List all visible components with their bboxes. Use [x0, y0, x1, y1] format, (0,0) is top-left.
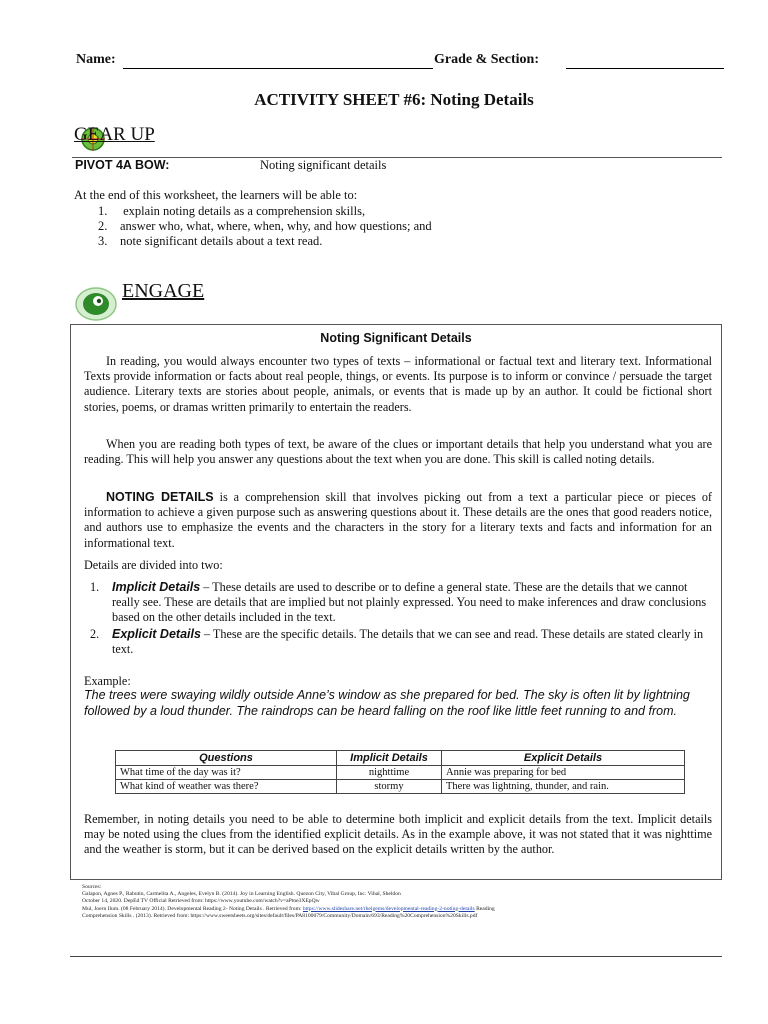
source-item: Galapon, Agnes P., Rabutin, Carmelita A., Angeles, Evelyn B. (2014). Joy in Learning English. Quezon City, Vibal Group, Inc. Vibal, Sheldon: [82, 891, 401, 898]
table-cell: What kind of weather was there?: [116, 780, 337, 794]
paragraph: Remember, in noting details you need to be able to determine both implicit and explicit details from the text. Implicit details may be noted using the clues from the identified explicit details. As in the example above, it was not stated that it was nighttime and the weather is storm, but it can be derived based on the explicit details written by the author.: [84, 812, 712, 857]
table-header: Questions: [116, 751, 337, 766]
table-header: Implicit Details: [337, 751, 442, 766]
table-header: Explicit Details: [442, 751, 685, 766]
table-cell: There was lightning, thunder, and rain.: [442, 780, 685, 794]
divided-intro: Details are divided into two:: [84, 558, 223, 572]
grade-section-label: Grade & Section:: [434, 52, 539, 67]
objectives-intro: At the end of this worksheet, the learners will be able to:: [74, 188, 358, 202]
page-title: ACTIVITY SHEET #6: Noting Details: [254, 90, 534, 109]
engage-icon: [74, 286, 118, 322]
gear-up-heading: GEAR UP: [74, 124, 155, 145]
table-cell: stormy: [337, 780, 442, 794]
table-cell: Annie was preparing for bed: [442, 766, 685, 780]
example-text: The trees were swaying wildly outside Anne’s window as she prepared for bed. The sky is often lit by lightning followed by a loud thunder. The raindrops can be heard falling on the roof like little feet running to and from.: [84, 688, 690, 718]
list-item: 1. Implicit Details – These details are used to describe or to define a general state. These are the details that we cannot really see. These are details that are implied but not plainly expressed. You need to make inferences and draw conclusions based on the other details included in the text.: [90, 580, 707, 625]
lesson-title: Noting Significant Details: [320, 331, 472, 345]
objective-item: 1. explain noting details as a comprehension skills,: [98, 204, 366, 218]
table-row: [116, 780, 685, 794]
name-label: Name:: [76, 52, 116, 67]
details-table: [115, 750, 685, 794]
list-item: 2. Explicit Details – These are the specific details. The details that we can see and read. These details are stated clearly in text.: [90, 627, 704, 657]
sources-block: [82, 884, 722, 920]
explicit-details-term: Explicit Details: [112, 627, 201, 641]
sources-label: Sources:: [82, 884, 102, 890]
grade-section-field[interactable]: [566, 68, 724, 69]
objective-item: 2. answer who, what, where, when, why, and how questions; and: [98, 219, 432, 233]
implicit-details-term: Implicit Details: [112, 580, 201, 594]
pivot-label: PIVOT 4A BOW:: [75, 158, 170, 172]
noting-details-term: NOTING DETAILS: [106, 490, 214, 504]
table-row: [116, 766, 685, 780]
objective-item: 3. note significant details about a text read.: [98, 234, 323, 248]
name-field[interactable]: [123, 68, 433, 69]
paragraph: When you are reading both types of text, be aware of the clues or important details that help you understand what you are reading. This will help you answer any questions about the text when you are done. This skill is called noting details.: [84, 437, 712, 467]
name-grade-row: [76, 52, 724, 72]
source-item: Mul, Joern Ilum. (08 February 2014). Developmental Reading 2- Noting Details . Retrieved from: https://www.slideshare.net/rhelgems/developmental-reading-2-noting-details Reading: [82, 905, 495, 912]
table-cell: nighttime: [337, 766, 442, 780]
paragraph: NOTING DETAILS is a comprehension skill that involves picking out from a text a particular piece or pieces of information to achieve a given purpose such as answering questions about it. These details are the ones that good readers notice, and authors use to emphasize the events and the characters in the story for a literary texts and facts and information for an informational text.: [84, 490, 712, 550]
engage-heading: ENGAGE: [122, 280, 205, 302]
paragraph: In reading, you would always encounter two types of texts – informational or factual text and literary text. Informational Texts provide information or facts about real people, things, or events. Its purpose is to inform or convince / persuade the target audience. Literary texts are stories about people, animals, or events that is made up by an author. It could be fictional short stories, poems, or dramas written primarily to entertain the readers.: [84, 354, 712, 414]
table-cell: What time of the day was it?: [116, 766, 337, 780]
pivot-value: Noting significant details: [260, 158, 387, 172]
source-item: Comprehension Skills . (2013). Retrieved from: https://www.sweetsheets.org/sites/default/files/PA8100079/Community/Domain/693/Reading%20Comprehension%20Skills.pdf: [82, 912, 478, 919]
source-link[interactable]: https://www.slideshare.net/rhelgems/developmental-reading-2-noting-details: [302, 905, 475, 912]
source-item: October 14, 2020. DepEd TV Official Retrieved from: https://www.youtube.com/watch?v=aPtne3XEpQw: [82, 898, 320, 905]
table-header-row: [116, 751, 685, 766]
footer-divider: [70, 956, 722, 957]
divider: [72, 157, 722, 158]
example-label: Example:: [84, 674, 131, 688]
